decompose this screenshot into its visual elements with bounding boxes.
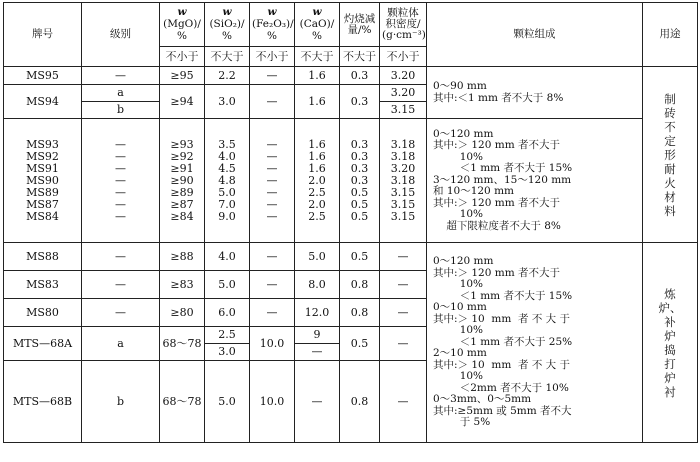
usage-furnace: 炼 炉、 补 炉 捣 打 炉 衬 <box>643 243 698 443</box>
sub-loss: 不大于 <box>340 47 380 67</box>
cell-loss: 0.8 <box>340 361 380 443</box>
cell-density <box>380 85 427 119</box>
header-sio2-label: (SiO₂)/ % <box>209 18 245 42</box>
cell-level: — <box>82 243 160 271</box>
cell-grade: MTS—68A <box>4 327 82 361</box>
cell-cao: 8.0 <box>295 271 340 299</box>
cell-mgo: ≥88 <box>160 243 205 271</box>
sub-density: 不小于 <box>380 47 427 67</box>
cell-density: 3.18 3.18 3.20 3.18 3.15 3.15 3.15 <box>380 119 427 243</box>
cell-cao: 1.6 <box>295 85 340 119</box>
cell-grade: MS94 <box>4 85 82 119</box>
cell-cao <box>295 327 340 361</box>
density-a: 3.20 <box>390 86 416 99</box>
sio2-b: 3.0 <box>205 343 249 360</box>
cell-mgo: ≥83 <box>160 271 205 299</box>
cell-density: 3.20 <box>380 67 427 85</box>
level-b: b <box>82 101 159 118</box>
cell-level: — <box>82 67 160 85</box>
table-row <box>4 67 698 85</box>
header-grade: 牌号 <box>4 3 82 67</box>
cell-grade: MS93 MS92 MS91 MS90 MS89 MS87 MS84 <box>4 119 82 243</box>
cell-level: — <box>82 271 160 299</box>
cell-grade: MS80 <box>4 299 82 327</box>
cell-sio2: 2.2 <box>205 67 250 85</box>
sub-mgo: 不小于 <box>160 47 205 67</box>
cell-loss: 0.5 <box>340 243 380 271</box>
cell-loss: 0.3 <box>340 85 380 119</box>
cell-sio2: 3.5 4.0 4.5 4.8 5.0 7.0 9.0 <box>205 119 250 243</box>
cell-fe2o3: — <box>250 243 295 271</box>
cell-loss: 0.8 <box>340 299 380 327</box>
header-fe2o3-symbol: w <box>267 6 277 18</box>
cell-grade: MS83 <box>4 271 82 299</box>
granularity-group-3: 0～120 mm 其中:＞ 120 mm 者不大于 10% ＜1 mm 者不大于 15% 0～10 mm 其中:＞ 10 mm 者 不 大 于 10% ＜1 mm 者不大于 25% 2～10 mm 其中:＞ 10 mm 者 不 大 于 10% ＜2mm 者不大于 10% 0～3mm、0～5mm 其中:≥5mm 或 5mm 者不大 于 5% <box>427 243 643 443</box>
cell-loss: 0.3 <box>340 67 380 85</box>
header-granularity: 颗粒组成 <box>427 3 643 67</box>
cell-level <box>82 85 160 119</box>
cell-fe2o3: — <box>250 271 295 299</box>
header-cao-symbol: w <box>312 6 322 18</box>
header-cao <box>295 3 340 47</box>
cell-mgo: 68～78 <box>160 361 205 443</box>
header-loss: 灼烧减 量/% <box>340 3 380 47</box>
cell-density: — <box>380 361 427 443</box>
cell-cao: 1.6 1.6 1.6 2.0 2.5 2.0 2.5 <box>295 119 340 243</box>
header-mgo <box>160 3 205 47</box>
table-row <box>4 243 698 271</box>
cao-b: — <box>295 343 339 360</box>
header-mgo-symbol: w <box>177 6 187 18</box>
cell-sio2 <box>205 327 250 361</box>
level-a: a <box>117 86 124 99</box>
cell-grade: MS88 <box>4 243 82 271</box>
magnesia-spec-table <box>3 2 698 443</box>
header-level: 级别 <box>82 3 160 67</box>
cell-level: a <box>82 327 160 361</box>
cell-loss: 0.8 <box>340 271 380 299</box>
cell-fe2o3: 10.0 <box>250 327 295 361</box>
cell-loss: 0.3 0.3 0.3 0.3 0.5 0.5 0.5 <box>340 119 380 243</box>
cell-sio2: 5.0 <box>205 361 250 443</box>
cell-density: — <box>380 243 427 271</box>
cell-mgo: ≥94 <box>160 85 205 119</box>
cao-a: 9 <box>313 328 321 341</box>
cell-fe2o3: — <box>250 67 295 85</box>
granularity-group-1: 0～90 mm 其中:＜1 mm 者不大于 8% <box>427 67 643 119</box>
usage-brick: 制 砖 不 定 形 耐 火 材 料 <box>643 67 698 243</box>
cell-mgo: ≥93 ≥92 ≥91 ≥90 ≥89 ≥87 ≥84 <box>160 119 205 243</box>
density-b: 3.15 <box>380 101 426 118</box>
cell-density: — <box>380 271 427 299</box>
cell-grade: MS95 <box>4 67 82 85</box>
cell-density: — <box>380 327 427 361</box>
header-fe2o3 <box>250 3 295 47</box>
header-cao-label: (CaO)/ % <box>299 18 335 42</box>
cell-mgo: ≥80 <box>160 299 205 327</box>
sub-cao: 不大于 <box>295 47 340 67</box>
cell-sio2: 3.0 <box>205 85 250 119</box>
header-sio2 <box>205 3 250 47</box>
cell-fe2o3: — <box>250 85 295 119</box>
cell-cao: — <box>295 361 340 443</box>
cell-loss: 0.5 <box>340 327 380 361</box>
cell-mgo: ≥95 <box>160 67 205 85</box>
cell-cao: 1.6 <box>295 67 340 85</box>
header-fe2o3-label: (Fe₂O₃)/ % <box>252 18 294 42</box>
header-mgo-label: (MgO)/ % <box>163 18 201 42</box>
cell-level: b <box>82 361 160 443</box>
cell-cao: 5.0 <box>295 243 340 271</box>
cell-fe2o3: — <box>250 299 295 327</box>
cell-fe2o3: 10.0 <box>250 361 295 443</box>
cell-sio2: 5.0 <box>205 271 250 299</box>
header-usage: 用途 <box>643 3 698 67</box>
cell-level: — <box>82 299 160 327</box>
header-sio2-symbol: w <box>222 6 232 18</box>
cell-level: — — — — — — — <box>82 119 160 243</box>
header-row <box>4 3 698 47</box>
cell-sio2: 4.0 <box>205 243 250 271</box>
header-density: 颗粒体 积密度/ (g·cm⁻³) <box>380 3 427 47</box>
sub-sio2: 不大于 <box>205 47 250 67</box>
cell-cao: 12.0 <box>295 299 340 327</box>
cell-mgo: 68～78 <box>160 327 205 361</box>
cell-grade: MTS—68B <box>4 361 82 443</box>
cell-fe2o3: — — — — — — — <box>250 119 295 243</box>
sio2-a: 2.5 <box>218 328 236 341</box>
sub-fe2o3: 不小于 <box>250 47 295 67</box>
table-row <box>4 119 698 243</box>
cell-sio2: 6.0 <box>205 299 250 327</box>
cell-density: — <box>380 299 427 327</box>
granularity-group-2: 0～120 mm 其中:＞ 120 mm 者不大于 10% ＜1 mm 者不大于 15% 3～120 mm、15～120 mm 和 10～120 mm 其中:＞ 120 mm 者不大于 10% 超下限粒度者不大于 8% <box>427 119 643 243</box>
